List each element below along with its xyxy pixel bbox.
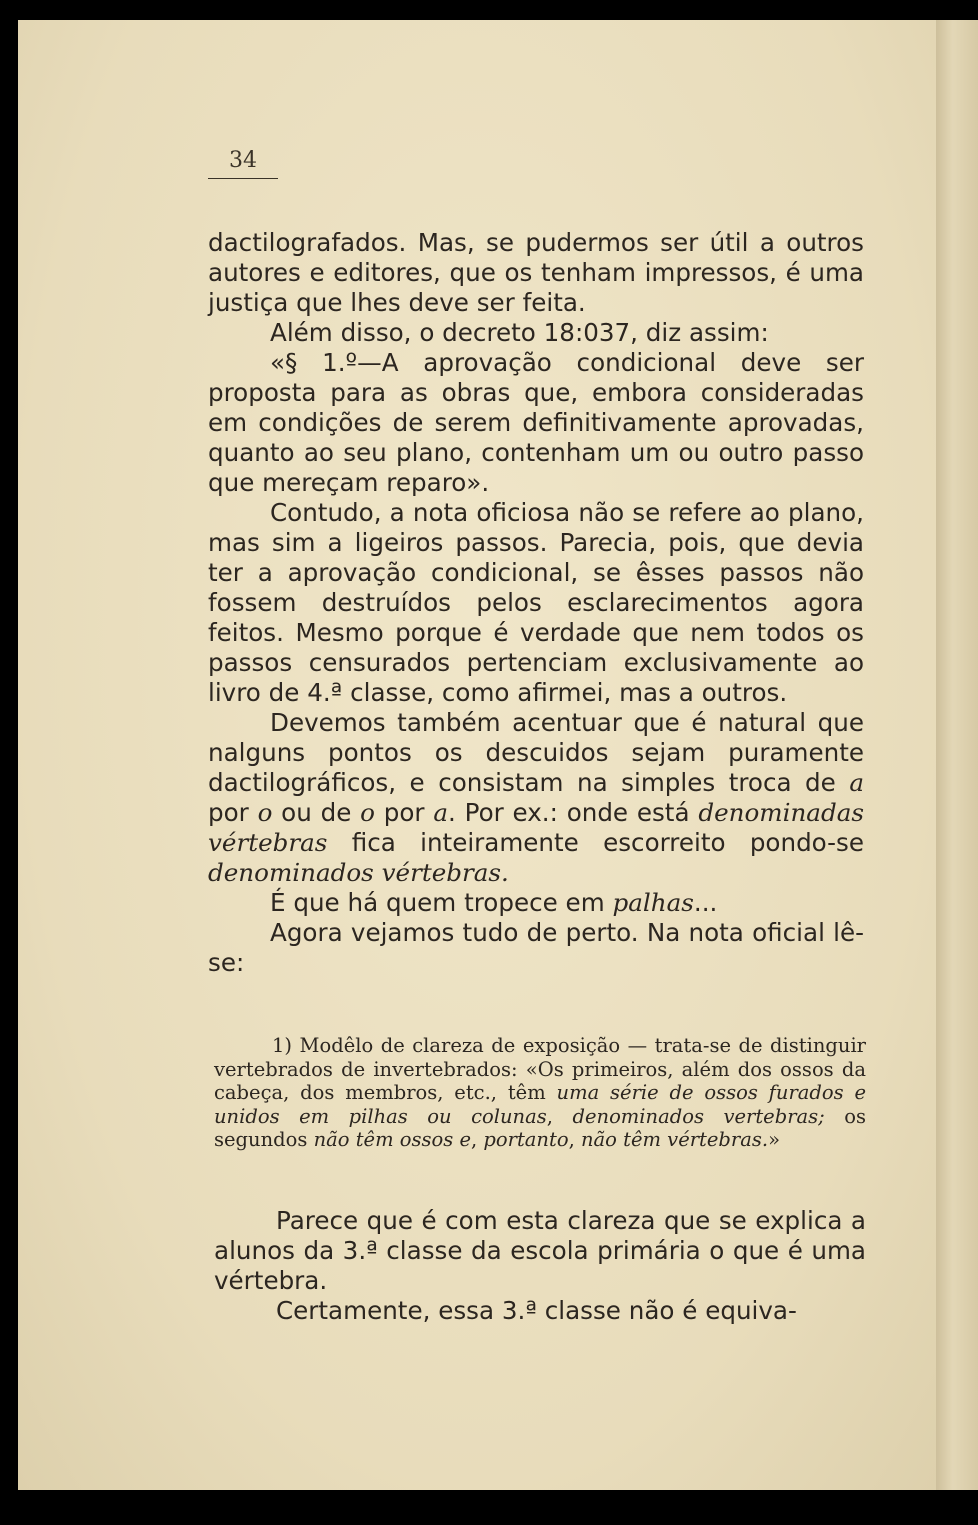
italic-run: denominados vértebras. (208, 858, 509, 887)
main-text (208, 228, 864, 978)
paragraph-1: dactilografados. Mas, se pudermos ser útil a outros autores e editores, que os tenham impressos, é uma justiça que lhes deve ser feita. (208, 228, 864, 317)
text-run: por (208, 798, 258, 827)
main-text-continued (214, 1206, 866, 1326)
footnote (214, 1034, 866, 1152)
book-spine (936, 20, 978, 1490)
italic-run: o (257, 798, 273, 827)
paragraph-4: Contudo, a nota oficiosa não se refere ao plano, mas sim a ligeiros passos. Parecia, pois, que devia ter a aprovação condicional, se êsses passos não fossem destruídos pelos esclarecimentos agora feitos. Mesmo porque é verdade que nem todos os passos censurados pertenciam exclusivamente ao livro de 4.ª classe, como afirmei, mas a outros. (208, 498, 864, 707)
text-run: ... (693, 888, 718, 917)
paragraph-8: Parece que é com esta clareza que se explica a alunos da 3.ª classe da escola primária o que é uma vértebra. (214, 1206, 866, 1295)
text-run: Devemos também acentuar que é natural que nalguns pontos os descuidos sejam puramente dactilográficos, e consistam na simples troca de (208, 708, 864, 797)
text-run: , (568, 1128, 581, 1151)
italic-run: portanto (483, 1128, 569, 1151)
paragraph-3: «§ 1.º—A aprovação condicional deve ser proposta para as obras que, embora consideradas em condições de serem definitivamente aprovadas, quanto ao seu plano, contenham um ou outro passo que mereçam reparo». (208, 348, 864, 497)
italic-run: não têm vértebras. (580, 1128, 769, 1151)
text-run: por (374, 798, 434, 827)
italic-run: uma série de ossos furados e unidos em pilhas ou colunas (214, 1081, 866, 1128)
text-run: 1) Modêlo de clareza de exposição — trata-se de distinguir vertebrados de invertebrados: «Os primeiros, além dos ossos da cabeça, dos membros, etc., têm (214, 1034, 866, 1104)
paragraph-7: Agora vejamos tudo de perto. Na nota oficial lê-se: (208, 918, 864, 977)
text-run: É que há quem tropece em (270, 888, 613, 917)
italic-run: palhas (612, 888, 694, 917)
paragraph-5 (208, 708, 864, 888)
text-run: . Por ex.: onde está (448, 798, 699, 827)
page-number: 34 (208, 150, 278, 179)
text-run: , (471, 1128, 484, 1151)
text-run: ou de (272, 798, 361, 827)
paragraph-2: Além disso, o decreto 18:037, diz assim: (270, 318, 769, 347)
paragraph-9: Certamente, essa 3.ª classe não é equiva- (276, 1296, 797, 1325)
text-run: os segundos (214, 1104, 866, 1151)
footnote-text (214, 1034, 866, 1152)
italic-run: denominados vertebras; (572, 1104, 825, 1128)
paragraph-6 (208, 888, 864, 918)
italic-run: a (849, 768, 864, 797)
italic-run: o (360, 798, 375, 827)
italic-run: a (433, 798, 449, 827)
text-run: , (546, 1104, 573, 1128)
text-run: fica inteiramente escorreito pondo-se (327, 828, 864, 857)
italic-run: não têm ossos e (313, 1128, 472, 1151)
italic-run: denominadas vértebras (208, 798, 864, 857)
text-run: » (768, 1128, 780, 1151)
